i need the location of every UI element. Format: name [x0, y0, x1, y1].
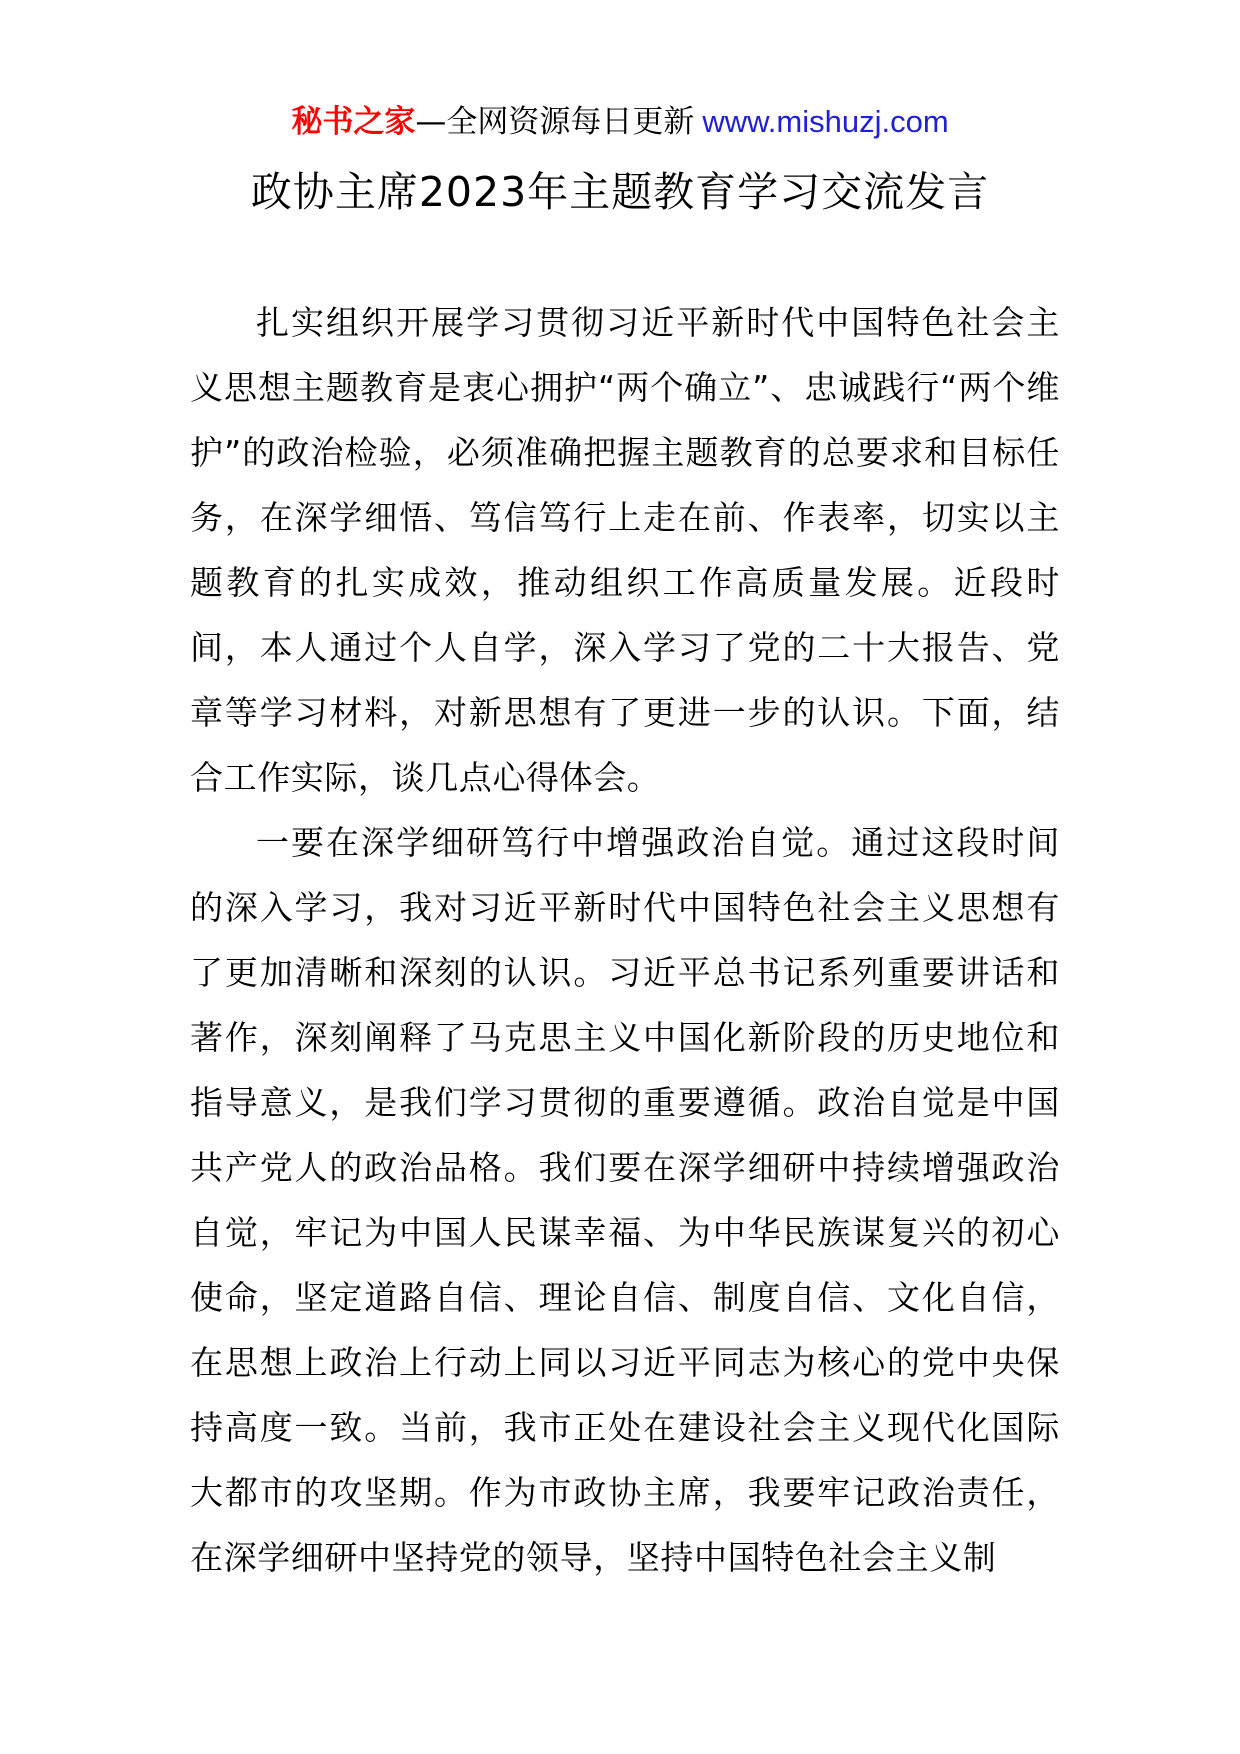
- paragraph-intro: 扎实组织开展学习贯彻习近平新时代中国特色社会主义思想主题教育是衷心拥护“两个确立”、忠诚践行“两个维护”的政治检验，必须准确把握主题教育的总要求和目标任务，在深学细悟、笃信笃行上走在前、作表率，切实以主题教育的扎实成效，推动组织工作高质量发展。近段时间，本人通过个人自学，深入学习了党的二十大报告、党章等学习材料，对新思想有了更进一步的认识。下面，结合工作实际，谈几点心得体会。: [190, 303, 1060, 797]
- header-tagline: —全网资源每日更新: [415, 104, 695, 140]
- brand-name: 秘书之家: [291, 104, 416, 140]
- document-title: 政协主席2023年主题教育学习交流发言: [250, 168, 990, 216]
- site-header-banner: [0, 102, 1240, 142]
- document-body: [190, 290, 1060, 1590]
- site-url-link[interactable]: www.mishuzj.com: [702, 104, 949, 139]
- paragraph-point-one: 一要在深学细研笃行中增强政治自觉。通过这段时间的深入学习，我对习近平新时代中国特色社会主义思想有了更加清晰和深刻的认识。习近平总书记系列重要讲话和著作，深刻阐释了马克思主义中国化新阶段的历史地位和指导意义，是我们学习贯彻的重要遵循。政治自觉是中国共产党人的政治品格。我们要在深学细研中持续增强政治自觉，牢记为中国人民谋幸福、为中华民族谋复兴的初心使命，坚定道路自信、理论自信、制度自信、文化自信，在思想上政治上行动上同以习近平同志为核心的党中央保持高度一致。当前，我市正处在建设社会主义现代化国际大都市的攻坚期。作为市政协主席，我要牢记政治责任，在深学细研中坚持党的领导，坚持中国特色社会主义制: [190, 823, 1060, 1577]
